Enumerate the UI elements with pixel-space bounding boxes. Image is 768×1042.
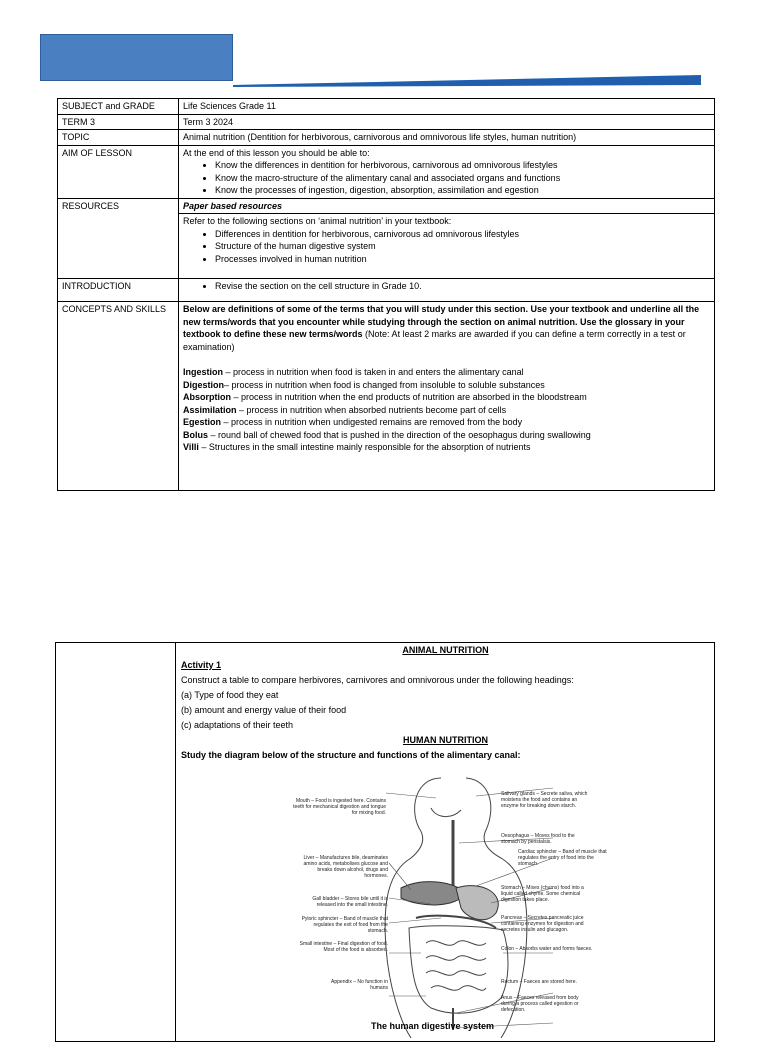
introduction-content [179, 279, 715, 302]
list-item: • Know the differences in dentition for herbivorous, carnivorous ad omnivorous lifestyles [215, 159, 710, 172]
term-definition [183, 429, 710, 442]
list-item: • Revise the section on the cell structure in Grade 10. [215, 280, 710, 293]
concepts-content [179, 302, 715, 491]
concepts-intro-bold: Below are definitions of some of the terms that you will study under this section. Use your textbook and underline all the new terms/words that you encounter while studying through the section on animal nutrition. Use the glossary in your textbook to define these new terms/words [183, 304, 700, 339]
oesophagus-label: Oesophagus – Moves food to the stomach by peristalsis. [501, 833, 575, 845]
concepts-intro-note: (Note: At least 2 marks are awarded if you can define a term correctly in a test or examination) [183, 329, 686, 352]
row-label: AIM OF LESSON [58, 145, 179, 198]
introduction-list [183, 280, 710, 293]
term: Assimilation [183, 404, 237, 415]
pancreas-label: Pancreas – Secretes pancreatic juice containing enzymes for digestion and secretes insulin and glucagon. [501, 915, 584, 933]
liver-label: Liver – Manufactures bile, deaminates amino acids, metabolises glucose and breaks down alcohol, drugs and hormones. [303, 855, 388, 879]
term: Absorption [183, 392, 231, 402]
stomach-label: Stomach – Mixes (churns) food into a liquid called chyme. Some chemical digestion takes place. [501, 885, 584, 903]
header-blue-box [40, 34, 233, 81]
colon-label: Colon – Absorbs water and forms faeces. [501, 946, 593, 952]
resources-intro: Refer to the following sections on ‘animal nutrition’ in your textbook: [183, 216, 452, 226]
row-value: Term 3 2024 [179, 114, 715, 130]
concepts-row [58, 302, 715, 491]
resources-content [179, 214, 715, 279]
aim-list [183, 159, 710, 197]
left-column [56, 643, 176, 1041]
resources-list [183, 228, 710, 266]
list-item: • Structure of the human digestive system [215, 240, 710, 253]
animal-nutrition-section [55, 642, 715, 1042]
study-instruction: Study the diagram below of the structure and functions of the alimentary canal: [181, 750, 521, 760]
term-definition [183, 416, 710, 429]
row-label: CONCEPTS AND SKILLS [58, 302, 179, 491]
table-row [58, 114, 715, 130]
row-label: TERM 3 [58, 114, 179, 130]
row-label: INTRODUCTION [58, 279, 179, 302]
human-nutrition-title: HUMAN NUTRITION [403, 735, 488, 745]
table-row [58, 130, 715, 146]
small-intestine-label: Small intestine – Final digestion of food. Most of the food is absorbed. [299, 941, 388, 953]
list-item: (c) adaptations of their teeth [181, 720, 294, 730]
term-definition [183, 441, 710, 454]
list-item: • Know the processes of ingestion, digestion, absorption, assimilation and egestion [215, 184, 710, 197]
definition: – process in nutrition when food is taken in and enters the alimentary canal [223, 367, 524, 377]
mouth-label: Mouth – Food is ingested here. Contains teeth for mechanical digestion and tongue for mixing food. [293, 798, 386, 816]
definition: – round ball of chewed food that is pushed in the direction of the oesophagus during swallowing [208, 429, 591, 440]
term-definition [183, 404, 710, 417]
gall-bladder-label: Gall bladder – Stores bile until it is released into the small intestine. [312, 896, 388, 908]
row-label: SUBJECT and GRADE [58, 99, 179, 115]
row-label: RESOURCES [58, 198, 179, 279]
resources-row [58, 198, 715, 214]
activity-instruction: Construct a table to compare herbivores, carnivores and omnivorous under the following headings: [181, 675, 574, 685]
section-title: ANIMAL NUTRITION [402, 645, 489, 655]
row-label: TOPIC [58, 130, 179, 146]
aim-intro: At the end of this lesson you should be able to: [183, 147, 370, 158]
introduction-row [58, 279, 715, 302]
cardiac-sphincter-label: Cardiac sphincter – Band of muscle that regulates the entry of food into the stomach. [518, 849, 607, 867]
activity-heading: Activity 1 [181, 660, 222, 670]
pyloric-sphincter-label: Pyloric sphincter – Band of muscle that regulates the exit of food from the stomach. [301, 916, 388, 934]
anus-label: Anus – Faeces released from body during a process called egestion or defecation. [501, 995, 579, 1013]
definition: – process in nutrition when food is changed from insoluble to soluble substances [224, 379, 545, 390]
list-item: (b) amount and energy value of their food [181, 705, 347, 715]
row-value: Animal nutrition (Dentition for herbivorous, carnivorous and omnivorous life styles, human nutrition) [179, 130, 715, 146]
definition: – Structures in the small intestine mainly responsible for the absorption of nutrients [198, 442, 531, 452]
aim-row [58, 145, 715, 198]
term: Digestion [183, 379, 225, 390]
list-item: (a) Type of food they eat [181, 690, 279, 700]
term: Ingestion [183, 367, 223, 377]
term-definition [183, 379, 710, 392]
term: Bolus [183, 429, 209, 440]
aim-content [179, 145, 715, 198]
row-value: Life Sciences Grade 11 [179, 99, 715, 115]
definition: – process in nutrition when absorbed nutrients become part of cells [236, 404, 507, 415]
list-item: • Know the macro-structure of the alimentary canal and associated organs and functions [215, 172, 710, 185]
concepts-intro [183, 303, 710, 353]
appendix-label: Appendix – No function in humans [331, 979, 388, 991]
list-item: • Processes involved in human nutrition [215, 253, 710, 266]
definition: – process in nutrition when the end products of nutrition are absorbed in the bloodstream [231, 392, 587, 402]
list-item: • Differences in dentition for herbivorous, carnivorous ad omnivorous lifestyles [215, 228, 710, 241]
rectum-label: Rectum – Faeces are stored here. [501, 979, 577, 985]
term-definition [183, 366, 710, 379]
term: Egestion [183, 417, 222, 427]
right-column [181, 643, 710, 763]
term-definition [183, 391, 710, 404]
lesson-plan-table [57, 98, 715, 491]
definition: – process in nutrition when undigested remains are removed from the body [221, 417, 523, 427]
table-row [58, 99, 715, 115]
resources-heading: Paper based resources [179, 198, 715, 214]
diagram-caption: The human digestive system [371, 1021, 495, 1031]
header-swoosh-line [233, 71, 701, 87]
salivary-glands-label: Salivary glands – Secrete saliva, which moistens the food and contains an enzyme for breaking down starch. [501, 791, 588, 809]
term: Villi [183, 442, 199, 452]
